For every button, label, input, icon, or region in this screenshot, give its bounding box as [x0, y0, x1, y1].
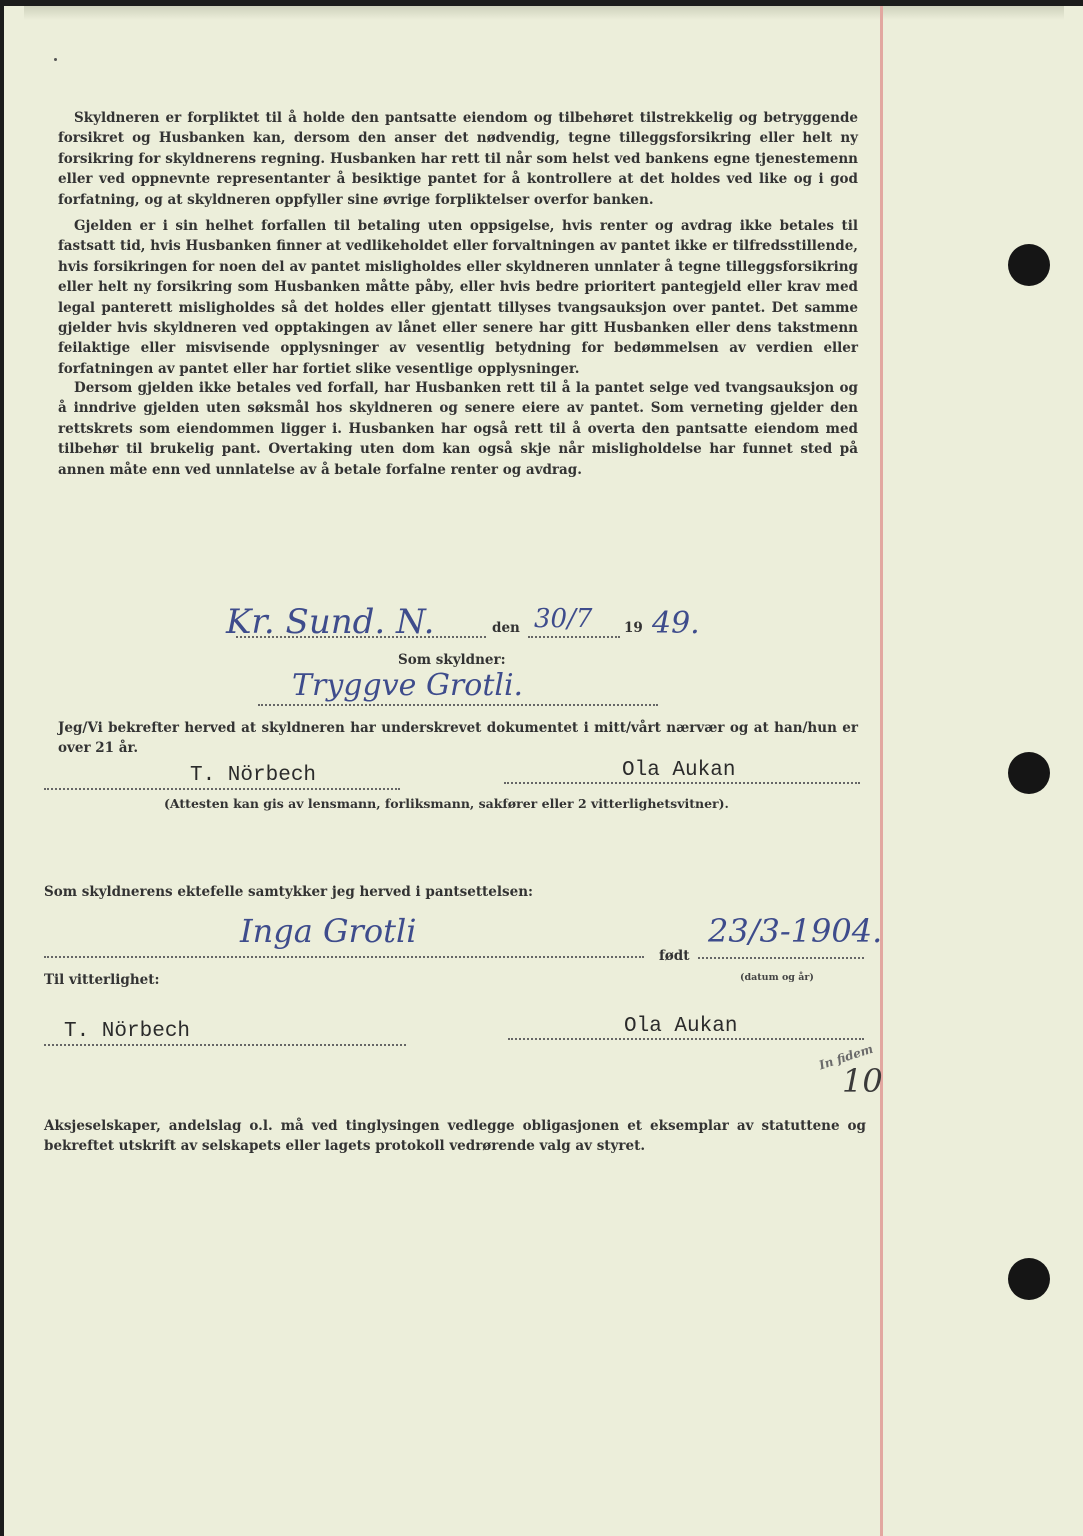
born-label: født: [659, 948, 690, 964]
paragraph-insurance: Skyldneren er forpliktet til å holde den pantsatte eiendom og tilbehøret tilstrekkelig og betryggende forsikret og Husbanken kan, dersom den anser det nødvendig, tegne tilleggsforsikring eller helt ny forsikring for skyldnerens regning. Husbanken har rett til når som helst ved bankens egne tjenestemenn eller ved oppnevnte representanter å besiktige pantet for å kontrollere at det holdes ved like og i god forfatning, og at skyldneren oppfyller sine øvrige forpliktelser overfor banken.: [58, 110, 858, 208]
debtor-label: Som skyldner:: [398, 652, 506, 668]
witnessing-label: Til vitterlighet:: [44, 972, 160, 988]
date-line: [528, 636, 620, 638]
witness-4-line: [508, 1038, 864, 1040]
witness-1-name: T. Nörbech: [190, 764, 317, 787]
debtor-signature-line: [258, 704, 658, 706]
company-note: Aksjeselskaper, andelslag o.l. må ved tinglysingen vedlegge obligasjonen et eksemplar av statuttene og bekreftet utskrift av selskapets eller lagets protokoll vedrørende valg av styret.: [44, 1118, 866, 1155]
handwritten-place: Kr. Sund. N.: [226, 602, 435, 642]
year-prefix: 19: [624, 620, 643, 636]
punch-hole: [1008, 244, 1050, 286]
debtor-signature: Tryggve Grotli.: [292, 668, 524, 703]
attestation-note: (Attesten kan gis av lensmann, forliksmann, sakfører eller 2 vitterlighetsvitner).: [164, 796, 729, 811]
handwritten-year: 49.: [652, 606, 700, 641]
spouse-signature-line: [44, 956, 644, 958]
spouse-birth-date: 23/3-1904.: [708, 912, 883, 950]
witness-1-line: [44, 788, 400, 790]
witness-2-name: Ola Aukan: [622, 759, 736, 782]
margin-rule: [880, 6, 883, 1536]
witness-2-line: [504, 782, 860, 784]
registry-stamp: In fidem: [817, 1041, 875, 1073]
punch-hole: [1008, 1258, 1050, 1300]
page-edge-shadow: [24, 6, 1064, 20]
paragraph-default: Gjelden er i sin helhet forfallen til betaling uten oppsigelse, hvis renter og avdrag ikke betales til fastsatt tid, hvis Husbanken finner at vedlikeholdet eller forvaltningen av pantet ikke er tilfredsstillende, hvis forsikringen for noen del av pantet misligholdes eller skyldneren unnlater å tegne tilleggsforsikring eller helt ny forsikring som Husbanken måtte påby, eller hvis bedre prioritert pantegjeld eller krav med legal panterett misligholdes så det holdes eller gjentatt tillyses tvangsauksjon over pantet. Det samme gjelder hvis skyldneren ved opptakingen av lånet eller senere har gitt Husbanken eller dens takstmenn feilaktige eller misvisende opplysninger av vesentlig betydning for bedømmelsen av verdien eller forfatningen av pantet eller har fortiet slike vesentlige opplysninger.: [58, 218, 858, 377]
stamp-number: 10: [842, 1062, 883, 1100]
handwritten-date: 30/7: [534, 604, 593, 634]
spouse-signature: Inga Grotli: [240, 912, 417, 950]
date-den-label: den: [492, 620, 520, 636]
place-line: [236, 636, 486, 638]
punch-hole: [1008, 752, 1050, 794]
ink-speck: [54, 58, 57, 61]
document-page: [4, 6, 1083, 1536]
attestation-text: Jeg/Vi bekrefter herved at skyldneren har underskrevet dokumentet i mitt/vårt nærvær og at han/hun er over 21 år.: [58, 720, 858, 757]
spouse-consent-text: Som skyldnerens ektefelle samtykker jeg herved i pantsettelsen:: [44, 884, 533, 900]
paragraph-enforcement: Dersom gjelden ikke betales ved forfall, har Husbanken rett til å la pantet selge ved tvangsauksjon og å inndrive gjelden uten søksmål hos skyldneren og senere eiere av pantet. Som verneting gjelder den rettskrets som eiendommen ligger i. Husbanken har også rett til å overta den pantsatte eiendom med tilbehør til brukelig pant. Overtaking uten dom kan også skje når misligholdelse har funnet sted på annen måte enn ved unnlatelse av å betale forfalne renter og avdrag.: [58, 380, 858, 478]
witness-4-name: Ola Aukan: [624, 1015, 738, 1038]
witness-3-line: [44, 1044, 406, 1046]
birth-date-line: [698, 957, 864, 959]
date-year-caption: (datum og år): [740, 972, 814, 983]
witness-3-name: T. Nörbech: [64, 1020, 191, 1043]
